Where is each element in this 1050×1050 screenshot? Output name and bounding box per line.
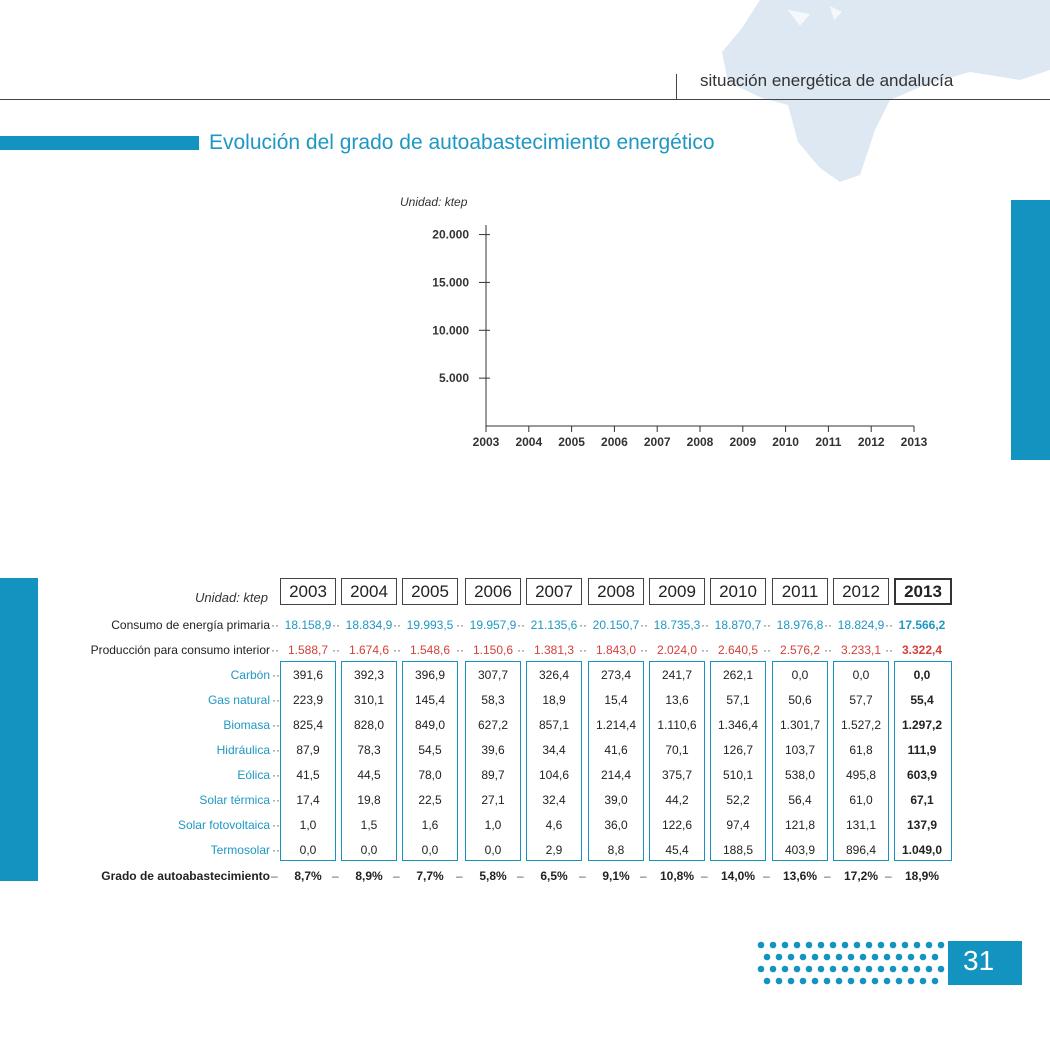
table-cell: 4,6: [545, 818, 563, 832]
row-connector: ··: [332, 618, 340, 632]
decorative-dot: [866, 942, 873, 949]
decorative-dot: [908, 978, 915, 985]
table-cell: 1.301,7: [779, 718, 821, 732]
table-cell: 2.576,2: [779, 643, 821, 657]
table-cell: 10,8%: [659, 869, 695, 883]
table-cell: 1.297,2: [901, 718, 943, 732]
table-cell: 21.135,6: [530, 618, 578, 632]
row-connector: ··: [763, 618, 771, 632]
decorative-dot: [914, 942, 921, 949]
year-header: 2007: [526, 578, 582, 605]
table-cell: 122,6: [661, 818, 693, 832]
table-cell: 13,6%: [782, 869, 818, 883]
table-cell: 5,8%: [479, 869, 507, 883]
table-cell: 15,4: [604, 693, 628, 707]
row-connector: ··: [517, 618, 525, 632]
decorative-dot: [824, 978, 831, 985]
decorative-dot: [830, 966, 837, 973]
decorative-dot: [920, 954, 927, 961]
decorative-dot: [812, 978, 819, 985]
y-tick-label: 20.000: [432, 227, 469, 242]
table-cell: 55,4: [910, 693, 934, 707]
decorative-dot: [764, 954, 771, 961]
decorative-dot: [854, 942, 861, 949]
decorative-dot: [848, 954, 855, 961]
decorative-dot: [776, 978, 783, 985]
x-tick-label: 2005: [558, 435, 585, 449]
row-label: Solar térmica: [199, 793, 270, 807]
decorative-dot: [896, 954, 903, 961]
title-accent-bar: [0, 136, 199, 150]
row-connector: ··: [393, 643, 401, 657]
x-tick-label: 2006: [601, 435, 628, 449]
table-cell: 50,6: [788, 693, 812, 707]
year-header: 2013: [894, 578, 952, 605]
table-cell: 214,4: [600, 768, 632, 782]
row-connector: ··: [824, 643, 832, 657]
table-cell: 825,4: [292, 718, 324, 732]
table-cell: 20.150,7: [592, 618, 640, 632]
decorative-dot: [818, 966, 825, 973]
decorative-dot: [878, 942, 885, 949]
row-label: Eólica: [237, 768, 270, 782]
table-cell: 1.381,3: [533, 643, 575, 657]
table-cell: 627,2: [477, 718, 509, 732]
year-header: 2010: [710, 578, 766, 605]
autoabastecimiento-chart: [400, 215, 960, 460]
table-cell: 2.024,0: [656, 643, 698, 657]
table-cell: 57,1: [726, 693, 750, 707]
table-cell: 52,2: [726, 793, 750, 807]
table-cell: 78,3: [357, 743, 381, 757]
table-cell: 18.735,3: [653, 618, 701, 632]
table-cell: 307,7: [477, 668, 509, 682]
decorative-dot: [932, 954, 939, 961]
decorative-dot: [914, 966, 921, 973]
table-cell: 41,6: [604, 743, 628, 757]
header-tick: [676, 74, 677, 100]
decorative-dot: [812, 954, 819, 961]
table-cell: 6,5%: [540, 869, 568, 883]
year-header: 2003: [280, 578, 336, 605]
row-connector: ··: [272, 693, 280, 707]
table-cell: 188,5: [722, 843, 754, 857]
table-cell: 13,6: [665, 693, 689, 707]
table-cell: 18.834,9: [345, 618, 393, 632]
row-connector: ··: [579, 643, 587, 657]
table-cell: 857,1: [538, 718, 570, 732]
table-cell: 1.548,6: [409, 643, 451, 657]
decorative-dot: [806, 966, 813, 973]
table-cell: 18,9%: [904, 869, 940, 883]
table-cell: 538,0: [784, 768, 816, 782]
decorative-dot: [758, 966, 765, 973]
table-cell: 223,9: [292, 693, 324, 707]
table-cell: 19,8: [357, 793, 381, 807]
section-header: situación energética de andalucía: [700, 71, 954, 90]
row-label: Termosolar: [210, 843, 270, 857]
table-cell: 326,4: [538, 668, 570, 682]
table-cell: 61,0: [849, 793, 873, 807]
row-label: Gas natural: [207, 693, 270, 707]
row-connector: ··: [885, 643, 893, 657]
table-cell: 2.640,5: [717, 643, 759, 657]
table-cell: 1,0: [299, 818, 317, 832]
year-header: 2005: [402, 578, 458, 605]
chart-unit-label: Unidad: ktep: [400, 195, 468, 209]
table-cell: 0,0: [913, 668, 931, 682]
row-connector: ··: [393, 618, 401, 632]
row-connector: –: [456, 869, 463, 883]
decorative-dot: [782, 966, 789, 973]
page-number: 31: [963, 945, 995, 976]
table-cell: 56,4: [788, 793, 812, 807]
row-connector: –: [701, 869, 708, 883]
table-cell: 396,9: [414, 668, 446, 682]
table-cell: 34,4: [542, 743, 566, 757]
table-cell: 87,9: [296, 743, 320, 757]
table-cell: 41,5: [296, 768, 320, 782]
table-cell: 3.322,4: [901, 643, 943, 657]
table-cell: 18,9: [542, 693, 566, 707]
table-cell: 137,9: [906, 818, 938, 832]
table-cell: 44,5: [357, 768, 381, 782]
decorative-dot: [836, 978, 843, 985]
x-tick-label: 2009: [729, 435, 757, 449]
row-connector: –: [885, 869, 892, 883]
decorative-dot: [818, 942, 825, 949]
table-cell: 8,9%: [355, 869, 383, 883]
table-cell: 0,0: [791, 668, 809, 682]
table-cell: 375,7: [661, 768, 693, 782]
decorative-dot: [872, 978, 879, 985]
decorative-dot: [842, 966, 849, 973]
table-cell: 17,4: [296, 793, 320, 807]
decorative-dot: [758, 942, 765, 949]
table-cell: 0,0: [484, 843, 502, 857]
table-cell: 97,4: [726, 818, 750, 832]
table-cell: 896,4: [845, 843, 877, 857]
table-cell: 70,1: [665, 743, 689, 757]
decorative-dot: [800, 978, 807, 985]
table-cell: 18.976,8: [776, 618, 824, 632]
row-connector: –: [393, 869, 400, 883]
table-cell: 121,8: [784, 818, 816, 832]
table-cell: 61,8: [849, 743, 873, 757]
decorative-dot: [830, 942, 837, 949]
table-cell: 18.824,9: [837, 618, 885, 632]
table-cell: 1.049,0: [901, 843, 943, 857]
decorative-dot: [824, 954, 831, 961]
table-cell: 1.674,6: [348, 643, 390, 657]
decorative-dot: [854, 966, 861, 973]
decorative-dot: [788, 978, 795, 985]
row-connector: –: [271, 869, 278, 883]
table-cell: 828,0: [353, 718, 385, 732]
table-cell: 273,4: [600, 668, 632, 682]
decorative-dot: [848, 978, 855, 985]
year-header: 2011: [772, 578, 828, 605]
row-label: Grado de autoabastecimiento: [101, 869, 270, 883]
y-tick-label: 5.000: [438, 371, 469, 386]
year-header: 2009: [649, 578, 705, 605]
row-connector: ··: [272, 718, 280, 732]
table-cell: 57,7: [849, 693, 873, 707]
decorative-dot: [926, 966, 933, 973]
table-cell: 7,7%: [416, 869, 444, 883]
table-cell: 1.588,7: [287, 643, 329, 657]
row-connector: –: [824, 869, 831, 883]
table-cell: 262,1: [722, 668, 754, 682]
table-cell: 1.527,2: [840, 718, 882, 732]
decorative-dot: [776, 954, 783, 961]
decorative-dot: [908, 954, 915, 961]
table-unit-label: Unidad: ktep: [195, 590, 268, 605]
row-connector: ··: [640, 643, 648, 657]
table-cell: 103,7: [784, 743, 816, 757]
table-cell: 392,3: [353, 668, 385, 682]
row-connector: –: [763, 869, 770, 883]
table-cell: 58,3: [481, 693, 505, 707]
table-cell: 8,7%: [294, 869, 322, 883]
row-connector: –: [579, 869, 586, 883]
decorative-dot: [890, 966, 897, 973]
decorative-dot: [938, 966, 945, 973]
decorative-dot-grid: [756, 940, 951, 988]
decorative-dot: [902, 942, 909, 949]
row-label: Hidráulica: [216, 743, 270, 757]
table-cell: 603,9: [906, 768, 938, 782]
table-cell: 1.110,6: [657, 718, 697, 732]
decorative-dot: [926, 942, 933, 949]
table-cell: 32,4: [542, 793, 566, 807]
decorative-dot: [890, 942, 897, 949]
y-tick-label: 15.000: [432, 275, 469, 290]
decorative-dot: [932, 978, 939, 985]
row-connector: ··: [701, 643, 709, 657]
year-header: 2012: [833, 578, 889, 605]
table-cell: 18.158,9: [284, 618, 332, 632]
row-connector: ··: [517, 643, 525, 657]
row-connector: ··: [456, 618, 464, 632]
table-cell: 44,2: [665, 793, 689, 807]
table-cell: 45,4: [665, 843, 689, 857]
decorative-dot: [806, 942, 813, 949]
row-connector: ··: [272, 768, 280, 782]
table-cell: 54,5: [418, 743, 442, 757]
decorative-dot: [896, 978, 903, 985]
table-cell: 391,6: [292, 668, 324, 682]
table-cell: 19.993,5: [406, 618, 454, 632]
row-label: Biomasa: [223, 718, 270, 732]
row-connector: ··: [885, 618, 893, 632]
row-connector: ··: [272, 818, 280, 832]
table-cell: 0,0: [852, 668, 870, 682]
table-cell: 1.150,6: [472, 643, 514, 657]
row-connector: ··: [701, 618, 709, 632]
decorative-dot: [878, 966, 885, 973]
x-tick-label: 2004: [515, 435, 543, 449]
row-connector: ··: [640, 618, 648, 632]
row-label: Solar fotovoltaica: [177, 818, 270, 832]
x-tick-label: 2010: [772, 435, 799, 449]
table-cell: 0,0: [299, 843, 317, 857]
table-cell: 131,1: [845, 818, 877, 832]
decorative-dot: [836, 954, 843, 961]
table-cell: 510,1: [722, 768, 754, 782]
table-cell: 1.214,4: [595, 718, 637, 732]
x-tick-label: 2011: [815, 435, 842, 449]
table-cell: 89,7: [481, 768, 505, 782]
table-cell: 22,5: [418, 793, 442, 807]
table-cell: 17.566,2: [898, 618, 946, 632]
table-cell: 2,9: [545, 843, 563, 857]
row-connector: ··: [272, 668, 280, 682]
row-connector: ··: [272, 793, 280, 807]
year-header: 2008: [588, 578, 644, 605]
decorative-dot: [770, 942, 777, 949]
row-label: Carbón: [230, 668, 270, 682]
decorative-dot: [872, 954, 879, 961]
table-cell: 27,1: [481, 793, 505, 807]
x-tick-label: 2008: [686, 435, 714, 449]
table-cell: 8,8: [607, 843, 625, 857]
table-cell: 1,5: [360, 818, 378, 832]
table-cell: 111,9: [907, 743, 937, 757]
table-cell: 1,6: [421, 818, 439, 832]
row-connector: ··: [579, 618, 587, 632]
row-connector: –: [640, 869, 647, 883]
decorative-dot: [884, 978, 891, 985]
row-connector: ··: [763, 643, 771, 657]
table-cell: 241,7: [661, 668, 693, 682]
row-connector: ··: [332, 643, 340, 657]
decorative-dot: [860, 978, 867, 985]
row-connector: ··: [271, 618, 279, 632]
header-rule: [0, 99, 1050, 100]
table-cell: 145,4: [414, 693, 446, 707]
decorative-dot: [902, 966, 909, 973]
row-connector: ··: [272, 743, 280, 757]
row-connector: ··: [456, 643, 464, 657]
decorative-dot: [842, 942, 849, 949]
table-cell: 310,1: [353, 693, 385, 707]
decorative-dot: [866, 966, 873, 973]
table-cell: 3.233,1: [840, 643, 882, 657]
table-cell: 9,1%: [602, 869, 630, 883]
table-cell: 0,0: [360, 843, 378, 857]
table-cell: 0,0: [421, 843, 439, 857]
x-tick-label: 2012: [857, 435, 885, 449]
table-cell: 495,8: [845, 768, 877, 782]
table-cell: 126,7: [722, 743, 754, 757]
decorative-dot: [860, 954, 867, 961]
x-tick-label: 2013: [900, 435, 928, 449]
decorative-dot: [938, 942, 945, 949]
table-cell: 67,1: [910, 793, 934, 807]
x-tick-label: 2007: [643, 435, 671, 449]
table-cell: 17,2%: [843, 869, 879, 883]
table-cell: 1,0: [484, 818, 502, 832]
row-label: Consumo de energía primaria: [111, 618, 270, 632]
decorative-dot: [794, 966, 801, 973]
table-cell: 36,0: [604, 818, 628, 832]
decorative-dot: [764, 978, 771, 985]
andalucia-map-shape: [700, 0, 1050, 185]
table-cell: 849,0: [414, 718, 446, 732]
decorative-dot: [920, 978, 927, 985]
decorative-dot: [782, 942, 789, 949]
row-connector: ··: [271, 643, 279, 657]
x-tick-label: 2003: [472, 435, 500, 449]
row-connector: –: [517, 869, 524, 883]
table-cell: 403,9: [784, 843, 816, 857]
row-label: Producción para consumo interior: [90, 643, 270, 657]
right-side-tab: [1011, 200, 1050, 460]
table-cell: 39,6: [481, 743, 505, 757]
row-connector: –: [332, 869, 339, 883]
table-cell: 1.843,0: [595, 643, 637, 657]
decorative-dot: [794, 942, 801, 949]
row-connector: ··: [272, 843, 280, 857]
page-title: Evolución del grado de autoabastecimiento energético: [209, 131, 715, 154]
decorative-dot: [800, 954, 807, 961]
year-header: 2004: [341, 578, 397, 605]
year-header: 2006: [465, 578, 521, 605]
table-cell: 39,0: [604, 793, 628, 807]
decorative-dot: [884, 954, 891, 961]
decorative-dot: [788, 954, 795, 961]
table-cell: 78,0: [418, 768, 442, 782]
table-cell: 14,0%: [720, 869, 756, 883]
table-cell: 104,6: [538, 768, 570, 782]
table-cell: 1.346,4: [717, 718, 759, 732]
decorative-dot: [770, 966, 777, 973]
row-connector: ··: [824, 618, 832, 632]
table-cell: 19.957,9: [469, 618, 517, 632]
table-cell: 18.870,7: [714, 618, 762, 632]
y-tick-label: 10.000: [432, 323, 469, 338]
